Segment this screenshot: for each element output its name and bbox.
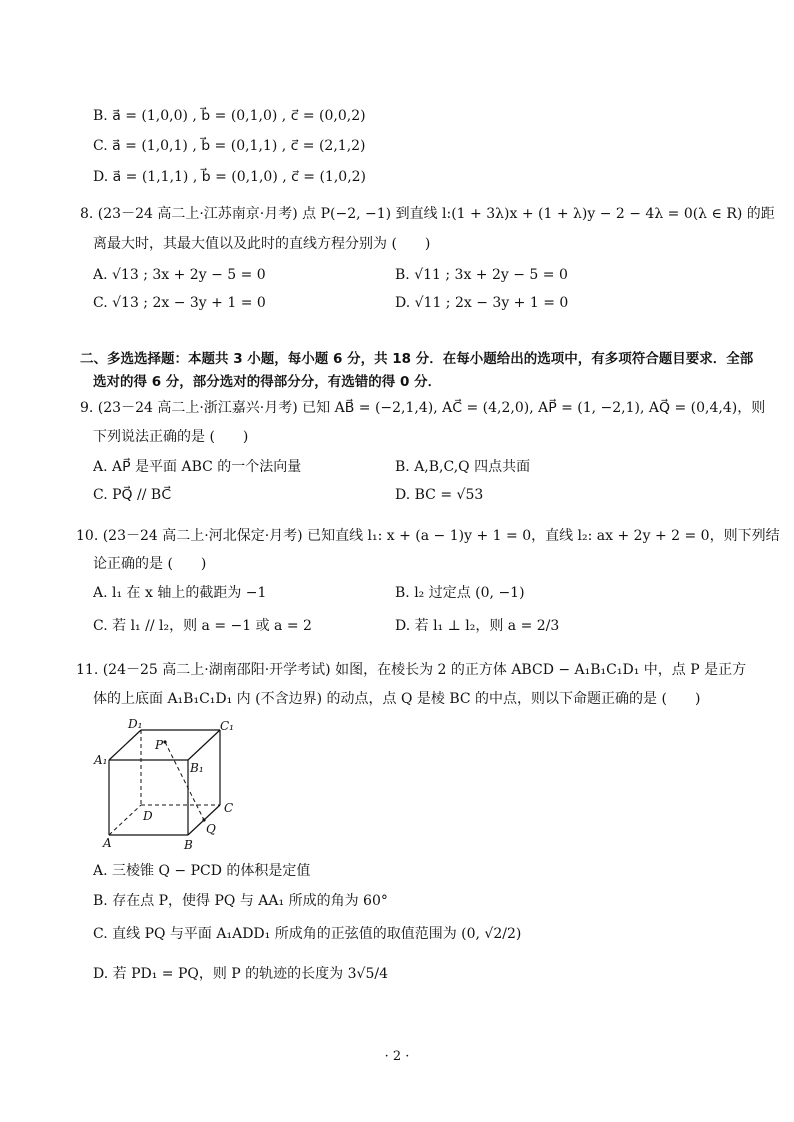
q8-option-d: D. √11 ; 2x − 3y + 1 = 0 xyxy=(395,295,569,311)
q10-option-c: C. 若 l₁ // l₂，则 a = −1 或 a = 2 xyxy=(93,618,312,634)
page-number: · 2 · xyxy=(384,1049,410,1064)
q8-stem-line1: 8. (23－24 高二上·江苏南京·月考) 点 P(−2, −1) 到直线 l:(1 + 3λ)x + (1 + λ)y − 2 − 4λ = 0(λ ∈ R) 的距 xyxy=(80,206,775,222)
cube-figure xyxy=(90,716,250,851)
q9-option-a: A. AP⃗ 是平面 ABC 的一个法向量 xyxy=(93,459,302,475)
label-b1: B₁ xyxy=(190,761,204,775)
label-b: B xyxy=(184,838,193,851)
q9-option-c: C. PQ⃗ // BC⃗ xyxy=(93,487,172,503)
section2-heading-line2: 选对的得 6 分，部分选对的得部分分，有选错的得 0 分． xyxy=(93,374,442,390)
q10-option-b: B. l₂ 过定点 (0, −1) xyxy=(395,585,525,601)
label-d1: D₁ xyxy=(128,717,143,731)
label-a1: A₁ xyxy=(94,753,108,767)
q7-option-d: D. a⃗ = (1,1,1) , b⃗ = (0,1,0) , c⃗ = (1,0,2) xyxy=(93,169,367,185)
q10-option-a: A. l₁ 在 x 轴上的截距为 −1 xyxy=(93,585,267,601)
q11-option-c: C. 直线 PQ 与平面 A₁ADD₁ 所成角的正弦值的取值范围为 (0, √2/2) xyxy=(93,926,522,942)
q8-stem-line2: 离最大时，其最大值以及此时的直线方程分别为 ( ) xyxy=(93,236,431,252)
q7-option-c: C. a⃗ = (1,0,1) , b⃗ = (0,1,1) , c⃗ = (2,1,2) xyxy=(93,138,366,154)
q11-stem-line2: 体的上底面 A₁B₁C₁D₁ 内 (不含边界) 的动点，点 Q 是棱 BC 的中点，则以下命题正确的是 ( ) xyxy=(93,691,701,707)
q11-option-b: B. 存在点 P，使得 PQ 与 AA₁ 所成的角为 60° xyxy=(93,893,388,909)
q8-option-b: B. √11 ; 3x + 2y − 5 = 0 xyxy=(395,267,568,283)
label-q: Q xyxy=(206,822,216,836)
q8-option-c: C. √13 ; 2x − 3y + 1 = 0 xyxy=(93,295,266,311)
q7-option-b: B. a⃗ = (1,0,0) , b⃗ = (0,1,0) , c⃗ = (0,0,2) xyxy=(93,108,366,124)
q10-stem-line2: 论正确的是 ( ) xyxy=(93,556,207,572)
label-c1: C₁ xyxy=(220,719,234,733)
q9-option-b: B. A,B,C,Q 四点共面 xyxy=(395,459,531,475)
q11-stem-line1: 11. (24－25 高二上·湖南邵阳·开学考试) 如图，在棱长为 2 的正方体 ABCD − A₁B₁C₁D₁ 中，点 P 是正方 xyxy=(76,662,747,678)
q10-option-d: D. 若 l₁ ⊥ l₂，则 a = 2/3 xyxy=(395,618,560,634)
label-p: P xyxy=(155,738,164,752)
q10-stem-line1: 10. (23－24 高二上·河北保定·月考) 已知直线 l₁: x + (a − 1)y + 1 = 0，直线 l₂: ax + 2y + 2 = 0，则下列结 xyxy=(76,528,780,544)
label-c: C xyxy=(224,801,234,815)
q8-option-a: A. √13 ; 3x + 2y − 5 = 0 xyxy=(93,267,266,283)
section2-heading-line1: 二、多选选择题：本题共 3 小题，每小题 6 分，共 18 分．在每小题给出的选项中，有多项符合题目要求．全部 xyxy=(80,351,754,367)
q11-option-a: A. 三棱锥 Q − PCD 的体积是定值 xyxy=(93,863,311,879)
label-a: A xyxy=(103,836,112,850)
q9-stem-line2: 下列说法正确的是 ( ) xyxy=(93,429,249,445)
label-d: D xyxy=(143,809,153,823)
q9-option-d: D. BC = √53 xyxy=(395,487,484,503)
q11-option-d: D. 若 PD₁ = PQ，则 P 的轨迹的长度为 3√5/4 xyxy=(93,966,388,982)
q9-stem-line1: 9. (23－24 高二上·浙江嘉兴·月考) 已知 AB⃗ = (−2,1,4), AC⃗ = (4,2,0), AP⃗ = (1, −2,1), AQ⃗ = (0,4,4)，则 xyxy=(80,400,766,416)
